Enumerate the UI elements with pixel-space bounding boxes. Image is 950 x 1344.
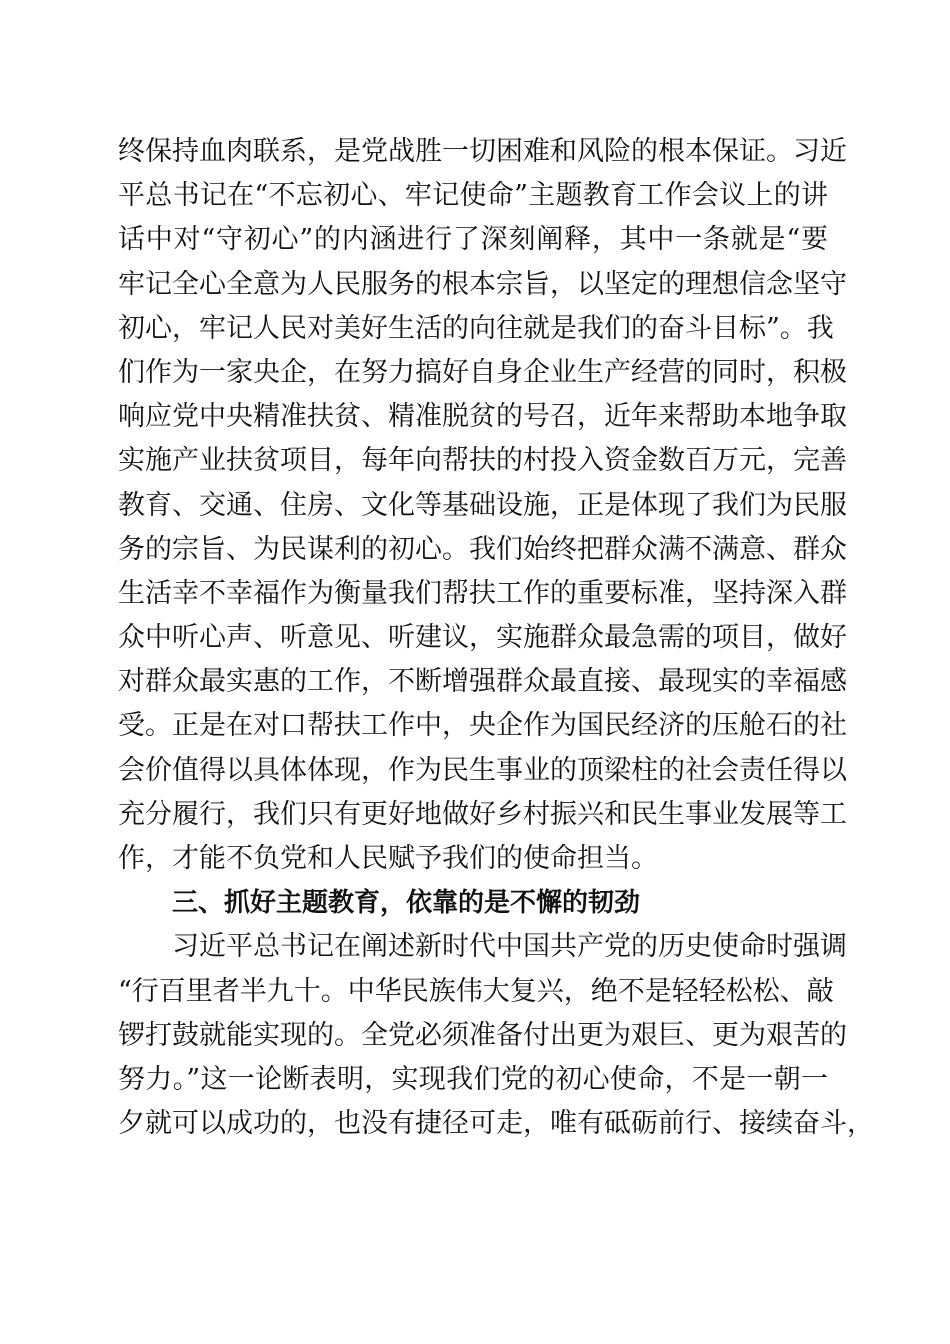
text-line: 习近平总书记在阐述新时代中国共产党的历史使命时强调 bbox=[172, 931, 847, 963]
text-line: 们作为一家央企，在努力搞好自身企业生产经营的同时，积极 bbox=[118, 356, 847, 388]
text-line: 充分履行，我们只有更好地做好乡村振兴和民生事业发展等工 bbox=[118, 798, 847, 830]
text-line: 响应党中央精准扶贫、精准脱贫的号召，近年来帮助本地争取 bbox=[118, 401, 847, 433]
text-line: 生活幸不幸福作为衡量我们帮扶工作的重要标准，坚持深入群 bbox=[118, 577, 847, 609]
text-line: 众中听心声、听意见、听建议，实施群众最急需的项目，做好 bbox=[118, 622, 847, 654]
text-line: 作，才能不负党和人民赋予我们的使命担当。 bbox=[118, 843, 658, 874]
text-line: 会价值得以具体体现，作为民生事业的顶梁柱的社会责任得以 bbox=[118, 754, 847, 786]
text-line: 实施产业扶贫项目，每年向帮扶的村投入资金数百万元，完善 bbox=[118, 445, 847, 477]
text-line: 平总书记在“不忘初心、牢记使命”主题教育工作会议上的讲 bbox=[118, 180, 828, 212]
text-line: 受。正是在对口帮扶工作中，央企作为国民经济的压舱石的社 bbox=[118, 710, 847, 742]
text-line: 终保持血肉联系，是党战胜一切困难和风险的根本保证。习近 bbox=[118, 136, 847, 167]
text-line: 初心，牢记人民对美好生活的向往就是我们的奋斗目标”。我 bbox=[118, 312, 834, 344]
paragraph-2 bbox=[118, 925, 874, 1146]
text-line: 努力。”这一论断表明，实现我们党的初心使命，不是一朝一 bbox=[118, 1063, 828, 1095]
text-line: 夕就可以成功的，也没有捷径可走，唯有砥砺前行、接续奋斗， bbox=[118, 1108, 874, 1140]
text-line: 牢记全心全意为人民服务的根本宗旨，以坚定的理想信念坚守 bbox=[118, 268, 847, 300]
text-line: “行百里者半九十。中华民族伟大复兴，绝不是轻轻松松、敲 bbox=[118, 975, 834, 1007]
paragraph-1 bbox=[118, 130, 847, 881]
document-body bbox=[118, 130, 874, 1146]
text-line: 锣打鼓就能实现的。全党必须准备付出更为艰巨、更为艰苦的 bbox=[118, 1019, 847, 1051]
text-line: 对群众最实惠的工作，不断增强群众最直接、最现实的幸福感 bbox=[118, 666, 847, 698]
text-line: 话中对“守初心”的内涵进行了深刻阐释，其中一条就是“要 bbox=[118, 224, 828, 256]
text-line: 务的宗旨、为民谋利的初心。我们始终把群众满不满意、群众 bbox=[118, 533, 847, 565]
section-heading: 三、抓好主题教育，依靠的是不懈的韧劲 bbox=[172, 888, 641, 919]
text-line: 教育、交通、住房、文化等基础设施，正是体现了我们为民服 bbox=[118, 489, 847, 521]
